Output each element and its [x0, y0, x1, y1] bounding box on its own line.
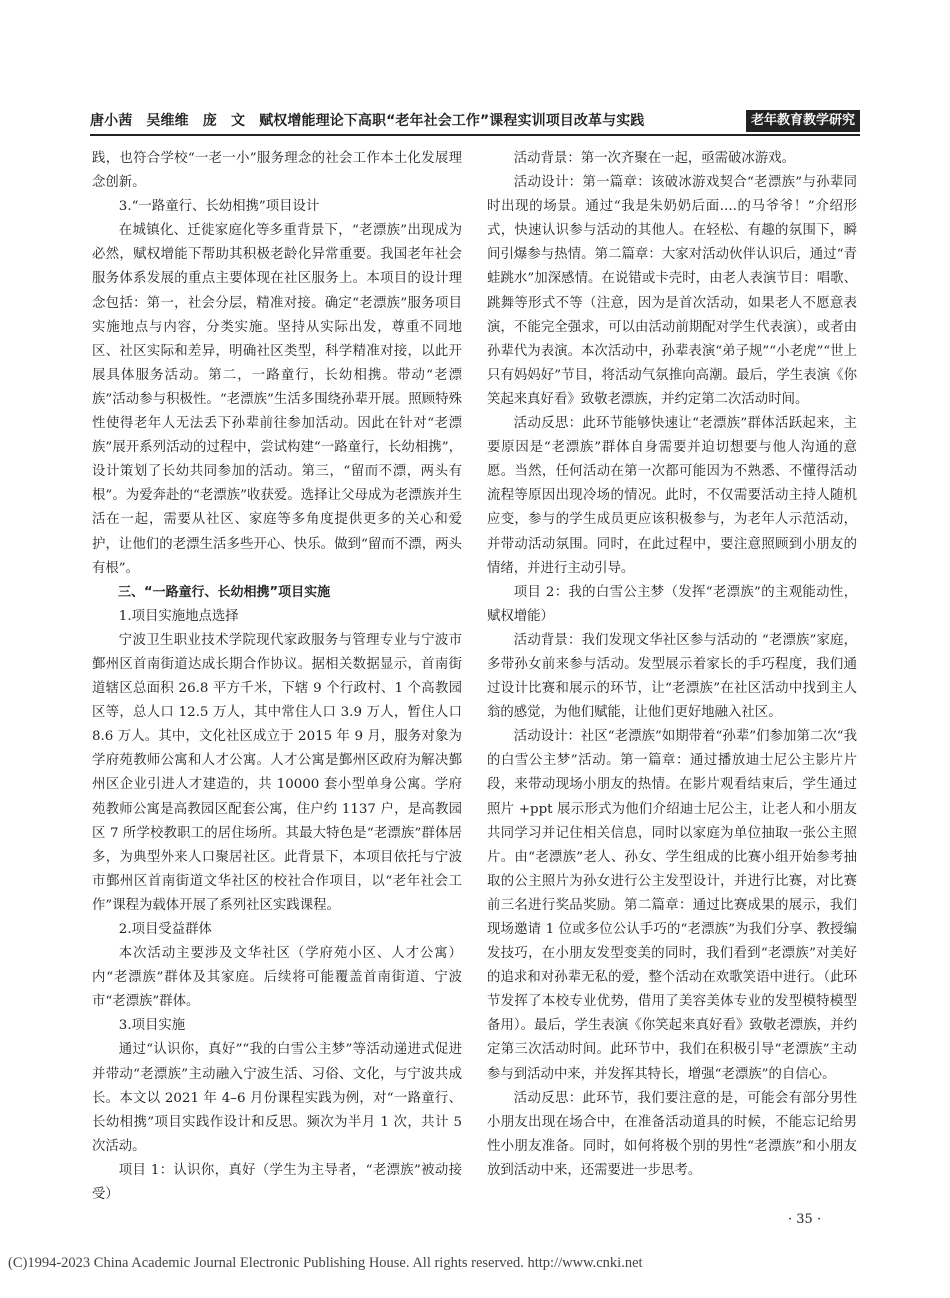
section-heading: 1.项目实施地点选择	[118, 608, 239, 624]
paragraph: 活动设计：社区“老漂族”如期带着“孙辈”们参加第二次“我的白雪公主梦”活动。第一篇章：通过播放迪士尼公主影片片段，来带动现场小朋友的热情。在影片观看结束后，学生通过照片 +ppt 展示形式为他们介绍迪士尼公主，让老人和小朋友共同学习并记住相关信息，同时以家庭为单位抽取一张公主照片。由“老漂族”老人、孙女、学生组成的比赛小组开始参考抽取的公主照片为孙女进行公主发型设计，并进行比赛，对比赛前三名进行奖品奖励。第二篇章：通过比赛成果的展示，我们现场邀请 1 位或多位公认手巧的“老漂族”为我们分享、教授编发技巧，在小朋友发型变美的同时，我们看到“老漂族”对美好的追求和对孙辈无私的爱，整个活动在欢歌笑语中进行。（此环节发挥了本校专业优势，借用了美容美体专业的发型模特模型备用）。最后，学生表演《你笑起来真好看》致敬老漂族，并约定第三次活动时间。此环节中，我们在积极引导“老漂族”主动参与到活动中来，并发挥其特长，增强“老漂族”的自信心。	[487, 729, 857, 1082]
section-heading: 2.项目受益群体	[118, 922, 212, 937]
paragraph: 项目 2：我的白雪公主梦（发挥“老漂族”的主观能动性，赋权增能）	[487, 584, 857, 624]
paragraph: 宁波卫生职业技术学院现代家政服务与管理专业与宁波市鄞州区首南街道达成长期合作协议。据相关数据显示，首南街道辖区总面积 26.8 平方千米，下辖 9 个行政村、1 个高教园区等，总人口 12.5 万人，其中常住人口 3.9 万人，暂住人口 8.6 万人。其中，文化社区成立于 2015 年 9 月，服务对象为学府苑教师公寓和人才公寓。人才公寓是鄞州区政府为解决鄞州区企业引进人才建造的，共 10000 套小型单身公寓。学府苑教师公寓是高教园区配套公寓，住户约 1137 户，是高教园区 7 所学校教职工的居住场所。其最大特色是“老漂族”群体居多，为典型外来人口聚居社区。此背景下，本项目依托与宁波市鄞州区首南街道文华社区的校社合作项目，以“老年社会工作”课程为载体开展了系列社区实践课程。	[92, 632, 462, 913]
paragraph: 活动设计：第一篇章：该破冰游戏契合“老漂族”与孙辈同时出现的场景。通过“我是朱奶奶后面....的马爷爷！”介绍形式，快速认识参与活动的其他人。在轻松、有趣的氛围下，瞬间引爆参与热情。第二篇章：大家对活动伙伴认识后，通过“青蛙跳水”加深感情。在说错或卡壳时，由老人表演节目：唱歌、跳舞等形式不等（注意，因为是首次活动，如果老人不愿意表演，不能完全强求，可以由活动前期配对学生代表演），或者由孙辈代为表演。本次活动中，孙辈表演“弟子规”“小老虎”“世上只有妈妈好”节目，将活动气氛推向高潮。最后，学生表演《你笑起来真好看》致敬老漂族，并约定第二次活动时间。	[487, 175, 857, 407]
running-header	[90, 112, 860, 136]
copyright-footer: (C)1994-2023 China Academic Journal Electronic Publishing House. All rights reserved. http://www.cnki.net	[8, 1255, 643, 1271]
paragraph: 活动背景：第一次齐聚在一起，亟需破冰游戏。	[513, 151, 795, 166]
left-column	[92, 147, 462, 1207]
right-column	[487, 147, 857, 1183]
paragraph: 活动背景：我们发现文华社区参与活动的 “老漂族”家庭，多带孙女前来参与活动。发型展示着家长的手巧程度，我们通过设计比赛和展示的环节，让“老漂族”在社区活动中找到主人翁的感觉，为他们赋能，让他们更好地融入社区。	[487, 632, 857, 721]
paragraph: 通过“认识你，真好”“我的白雪公主梦”等活动递进式促进并带动“老漂族”主动融入宁波生活、习俗、文化，与宁波共成长。本文以 2021 年 4–6 月份课程实践为例，对“一路童行、长幼相携”项目实践作设计和反思。频次为半月 1 次，共计 5 次活动。	[92, 1042, 462, 1154]
header-title: 唐小茜 吴维维 庞 文 赋权增能理论下高职“老年社会工作”课程实训项目改革与实践	[90, 113, 645, 129]
paragraph: 本次活动主要涉及文华社区（学府苑小区、人才公寓）内“老漂族”群体及其家庭。后续将可能覆盖首南街道、宁波市“老漂族”群体。	[92, 946, 462, 1010]
section-heading: 3.“一路童行、长幼相携”项目设计	[118, 199, 320, 215]
section-heading: 3.项目实施	[118, 1018, 186, 1034]
journal-badge: 老年教育教学研究	[746, 110, 860, 132]
paragraph: 项目 1：认识你，真好（学生为主导者，“老漂族”被动接受）	[92, 1162, 462, 1203]
paragraph: 活动反思：此环节，我们要注意的是，可能会有部分男性小朋友出现在场合中，在准备活动道具的时候，不能忘记给男性小朋友准备。同时，如何将极个别的男性“老漂族”和小朋友放到活动中来，还需要进一步思考。	[487, 1090, 857, 1178]
paragraph: 活动反思：此环节能够快速让“老漂族”群体活跃起来，主要原因是“老漂族”群体自身需要并迫切想要与他人沟通的意愿。当然，任何活动在第一次都可能因为不熟悉、不懂得活动流程等原因出现冷场的情况。此时，不仅需要活动主持人随机应变，参与的学生成员更应该积极参与，为老年人示范活动，并带动活动氛围。同时，在此过程中，要注意照顾到小朋友的情绪，并进行主动引导。	[487, 416, 857, 576]
paragraph: 践，也符合学校“一老一小”服务理念的社会工作本土化发展理念创新。	[92, 151, 462, 191]
section-heading: 三、“一路童行、长幼相携”项目实施	[118, 584, 331, 600]
page-number: · 35 ·	[788, 1212, 822, 1227]
paragraph: 在城镇化、迁徙家庭化等多重背景下，“老漂族”出现成为必然，赋权增能下帮助其积极老龄化异常重要。我国老年社会服务体系发展的重点主要体现在社区服务上。本项目的设计理念包括：第一，社会分层，精准对接。确定“老漂族”服务项目实施地点与内容，分类实施。坚持从实际出发，尊重不同地区、社区实际和差异，明确社区类型，科学精准对接，以此开展具体服务活动。第二，一路童行，长幼相携。带动“老漂族”活动参与积极性。“老漂族”生活多围绕孙辈开展。照顾特殊性使得老年人无法丢下孙辈前往参加活动。因此在针对“老漂族”展开系列活动的过程中，尝试构建“一路童行，长幼相携”，设计策划了长幼共同参加的活动。第三，“留而不漂，两头有根”。为爱奔赴的“老漂族”收获爱。选择让父母成为老漂族并生活在一起，需要从社区、家庭等多角度提供更多的关心和爱护，让他们的老漂生活多些开心、快乐。做到“留而不漂，两头有根”。	[92, 223, 462, 576]
